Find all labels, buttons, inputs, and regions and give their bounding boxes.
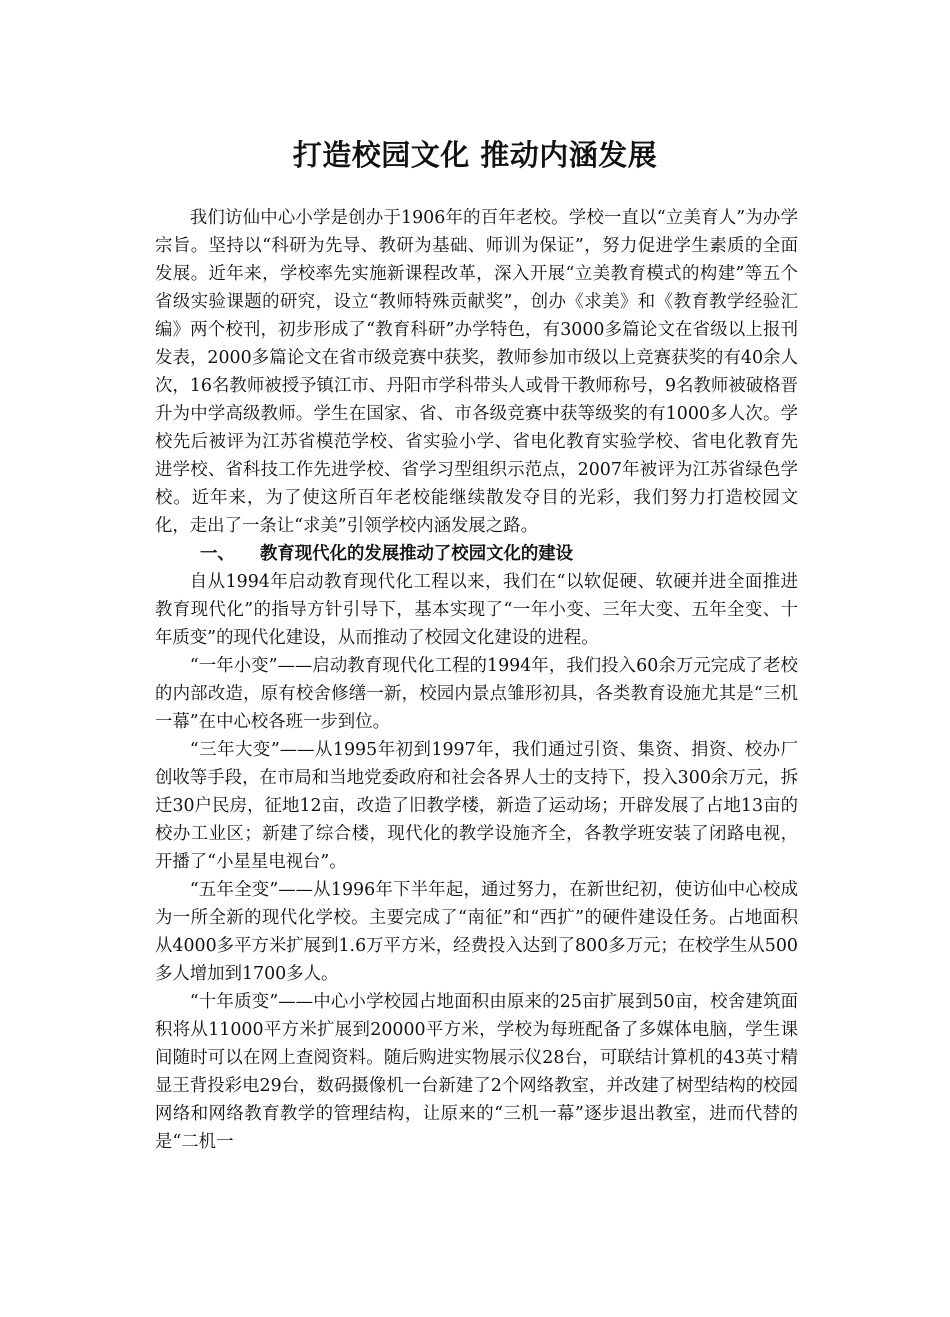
section-number: 一、: [200, 544, 235, 564]
section-heading-text: 教育现代化的发展推动了校园文化的建设: [260, 544, 574, 564]
document-body: [155, 204, 798, 1156]
section-heading: [155, 540, 798, 568]
section-paragraph: “十年质变”——中心小学校园占地面积由原来的25亩扩展到50亩，校舍建筑面积将从11000平方米扩展到20000平方米，学校为每班配备了多媒体电脑，学生课间随时可以在网上查阅资料。随后购进实物展示仪28台，可联结计算机的43英寸精显王背投彩电29台，数码摄像机一台新建了2个网络教室，并改建了树型结构的校园网络和网络教育教学的管理结构，让原来的“三机一幕”逐步退出教室，进而代替的是“二机一: [155, 992, 798, 1152]
intro-paragraph: 我们访仙中心小学是创办于1906年的百年老校。学校一直以“立美育人”为办学宗旨。坚持以“科研为先导、教研为基础、师训为保证”，努力促进学生素质的全面发展。近年来，学校率先实施新课程改革，深入开展“立美教育模式的构建”等五个省级实验课题的研究，设立“教师特殊贡献奖”，创办《求美》和《教育教学经验汇编》两个校刊，初步形成了“教育科研”办学特色，有3000多篇论文在省级以上报刊发表，2000多篇论文在省市级竞赛中获奖，教师参加市级以上竞赛获奖的有40余人次，16名教师被授予镇江市、丹阳市学科带头人或骨干教师称号，9名教师被破格晋升为中学高级教师。学生在国家、省、市各级竞赛中获等级奖的有1000多人次。学校先后被评为江苏省模范学校、省实验小学、省电化教育实验学校、省电化教育先进学校、省科技工作先进学校、省学习型组织示范点，2007年被评为江苏省绿色学校。近年来，为了使这所百年老校能继续散发夺目的光彩，我们努力打造校园文化，走出了一条让“求美”引领学校内涵发展之路。: [155, 208, 798, 536]
section-paragraph: “五年全变”——从1996年下半年起，通过努力，在新世纪初，使访仙中心校成为一所全新的现代化学校。主要完成了“南征”和“西扩”的硬件建设任务。占地面积从4000多平方米扩展到1.6万平方米，经费投入达到了800多万元；在校学生从500多人增加到1700多人。: [155, 880, 798, 984]
document-title: 打造校园文化 推动内涵发展: [292, 138, 658, 172]
section-paragraph: 自从1994年启动教育现代化工程以来，我们在“以软促硬、软硬并进全面推进教育现代化”的指导方针引导下，基本实现了“一年小变、三年大变、五年全变、十年质变”的现代化建设，从而推动了校园文化建设的进程。: [155, 572, 798, 648]
section-paragraph: “一年小变”——启动教育现代化工程的1994年，我们投入60余万元完成了老校的内部改造，原有校舍修缮一新，校园内景点雏形初具，各类教育设施尤其是“三机一幕”在中心校各班一步到位。: [155, 656, 798, 732]
section-paragraph: “三年大变”——从1995年初到1997年，我们通过引资、集资、捐资、校办厂创收等手段，在市局和当地党委政府和社会各界人士的支持下，投入300余万元，拆迁30户民房，征地12亩，改造了旧教学楼，新造了运动场；开辟发展了占地13亩的校办工业区；新建了综合楼，现代化的教学设施齐全，各教学班安装了闭路电视，开播了“小星星电视台”。: [155, 740, 798, 872]
